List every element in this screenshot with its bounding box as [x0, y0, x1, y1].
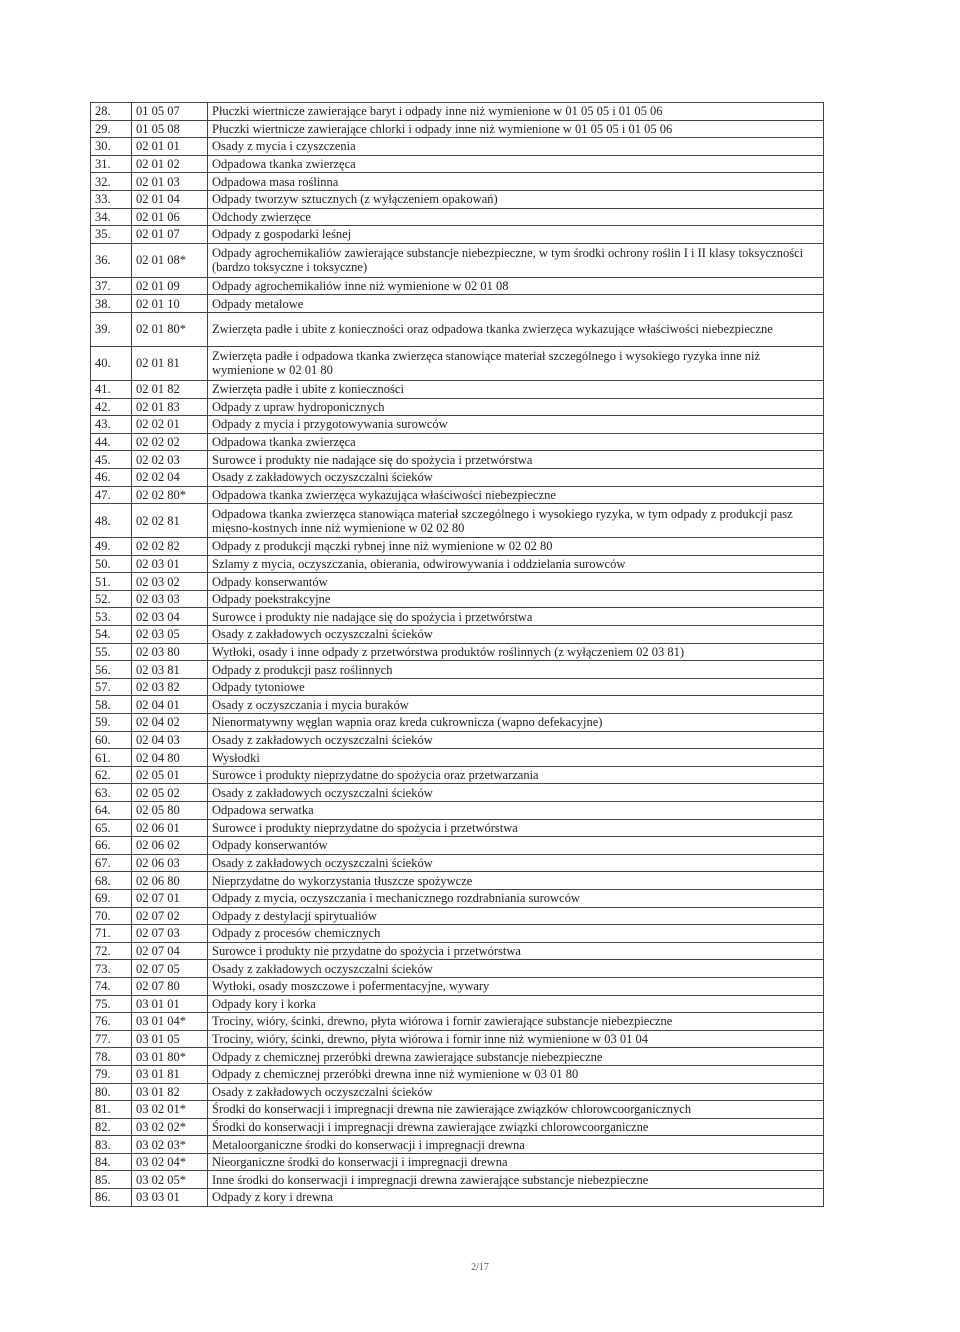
- table-row: [91, 277, 824, 295]
- table-row: [91, 678, 824, 696]
- waste-description: Płuczki wiertnicze zawierające chlorki i odpady inne niż wymienione w 01 05 05 i 01 05 06: [208, 120, 824, 138]
- table-row: [91, 608, 824, 626]
- table-row: [91, 1030, 824, 1048]
- table-row: [91, 960, 824, 978]
- waste-description: Odpady z gospodarki leśnej: [208, 226, 824, 244]
- waste-code: 02 07 80: [132, 977, 208, 995]
- waste-description: Odpady z mycia i przygotowywania surowców: [208, 416, 824, 434]
- waste-description: Odpady poekstrakcyjne: [208, 590, 824, 608]
- waste-description: Trociny, wióry, ścinki, drewno, płyta wiórowa i fornir zawierające substancje niebezpieczne: [208, 1013, 824, 1031]
- table-row: [91, 854, 824, 872]
- row-number: 40.: [91, 346, 132, 380]
- waste-code: 03 02 05*: [132, 1171, 208, 1189]
- row-number: 79.: [91, 1065, 132, 1083]
- table-row: [91, 295, 824, 313]
- waste-codes-table: [90, 102, 824, 1207]
- row-number: 86.: [91, 1189, 132, 1207]
- table-row: [91, 312, 824, 346]
- row-number: 41.: [91, 380, 132, 398]
- row-number: 34.: [91, 208, 132, 226]
- table-row: [91, 346, 824, 380]
- waste-description: Odpady z produkcji pasz roślinnych: [208, 661, 824, 679]
- table-row: [91, 590, 824, 608]
- row-number: 44.: [91, 433, 132, 451]
- waste-code: 02 04 01: [132, 696, 208, 714]
- waste-description: Zwierzęta padłe i odpadowa tkanka zwierzęca stanowiące materiał szczególnego i wysokiego ryzyka inne niż wymienione w 02 01 80: [208, 346, 824, 380]
- waste-description: Odpady z destylacji spirytualiów: [208, 907, 824, 925]
- waste-code: 02 06 01: [132, 819, 208, 837]
- row-number: 46.: [91, 468, 132, 486]
- row-number: 31.: [91, 155, 132, 173]
- table-row: [91, 1101, 824, 1119]
- waste-code: 02 07 04: [132, 942, 208, 960]
- waste-code: 03 01 05: [132, 1030, 208, 1048]
- waste-description: Surowce i produkty nie nadające się do spożycia i przetwórstwa: [208, 451, 824, 469]
- table-row: [91, 555, 824, 573]
- table-row: [91, 173, 824, 191]
- table-row: [91, 749, 824, 767]
- waste-description: Odpady z chemicznej przeróbki drewna zawierające substancje niebezpieczne: [208, 1048, 824, 1066]
- row-number: 82.: [91, 1118, 132, 1136]
- waste-code: 02 07 05: [132, 960, 208, 978]
- waste-code: 02 03 01: [132, 555, 208, 573]
- waste-description: Zwierzęta padłe i ubite z konieczności oraz odpadowa tkanka zwierzęca wykazujące właściwości niebezpieczne: [208, 312, 824, 346]
- table-row: [91, 190, 824, 208]
- waste-code: 02 07 03: [132, 925, 208, 943]
- waste-code: 02 03 80: [132, 643, 208, 661]
- table-row: [91, 995, 824, 1013]
- row-number: 78.: [91, 1048, 132, 1066]
- table-row: [91, 977, 824, 995]
- row-number: 85.: [91, 1171, 132, 1189]
- waste-code: 02 02 82: [132, 538, 208, 556]
- row-number: 36.: [91, 243, 132, 277]
- table-row: [91, 626, 824, 644]
- waste-code: 02 02 80*: [132, 486, 208, 504]
- table-row: [91, 1048, 824, 1066]
- table-row: [91, 468, 824, 486]
- row-number: 56.: [91, 661, 132, 679]
- waste-code: 02 01 09: [132, 277, 208, 295]
- waste-description: Odchody zwierzęce: [208, 208, 824, 226]
- table-row: [91, 504, 824, 538]
- row-number: 71.: [91, 925, 132, 943]
- table-row: [91, 208, 824, 226]
- page-number: 2/17: [471, 1262, 489, 1273]
- waste-code: 02 01 81: [132, 346, 208, 380]
- row-number: 35.: [91, 226, 132, 244]
- waste-code: 02 03 82: [132, 678, 208, 696]
- waste-code: 02 04 02: [132, 714, 208, 732]
- row-number: 55.: [91, 643, 132, 661]
- waste-code: 02 01 80*: [132, 312, 208, 346]
- waste-description: Surowce i produkty nieprzydatne do spożycia oraz przetwarzania: [208, 766, 824, 784]
- waste-code: 02 06 03: [132, 854, 208, 872]
- row-number: 30.: [91, 138, 132, 156]
- row-number: 43.: [91, 416, 132, 434]
- row-number: 58.: [91, 696, 132, 714]
- row-number: 81.: [91, 1101, 132, 1119]
- row-number: 73.: [91, 960, 132, 978]
- table-row: [91, 1189, 824, 1207]
- row-number: 28.: [91, 103, 132, 121]
- waste-description: Inne środki do konserwacji i impregnacji drewna zawierające substancje niebezpieczne: [208, 1171, 824, 1189]
- waste-description: Zwierzęta padłe i ubite z konieczności: [208, 380, 824, 398]
- table-row: [91, 451, 824, 469]
- waste-description: Odpady metalowe: [208, 295, 824, 313]
- row-number: 64.: [91, 802, 132, 820]
- row-number: 57.: [91, 678, 132, 696]
- table-row: [91, 1083, 824, 1101]
- row-number: 84.: [91, 1153, 132, 1171]
- waste-code: 02 06 02: [132, 837, 208, 855]
- waste-description: Odpadowa tkanka zwierzęca stanowiąca materiał szczególnego i wysokiego ryzyka, w tym odpady z produkcji pasz mięsno-kostnych inne niż wymienione w 02 02 80: [208, 504, 824, 538]
- row-number: 76.: [91, 1013, 132, 1031]
- waste-code: 03 02 02*: [132, 1118, 208, 1136]
- row-number: 42.: [91, 398, 132, 416]
- table-row: [91, 120, 824, 138]
- waste-description: Odpadowa tkanka zwierzęca: [208, 155, 824, 173]
- row-number: 62.: [91, 766, 132, 784]
- row-number: 29.: [91, 120, 132, 138]
- waste-description: Osady z mycia i czyszczenia: [208, 138, 824, 156]
- table-row: [91, 1136, 824, 1154]
- waste-description: Środki do konserwacji i impregnacji drewna zawierające związki chlorowcoorganiczne: [208, 1118, 824, 1136]
- row-number: 38.: [91, 295, 132, 313]
- row-number: 53.: [91, 608, 132, 626]
- waste-description: Surowce i produkty nie przydatne do spożycia i przetwórstwa: [208, 942, 824, 960]
- table-row: [91, 226, 824, 244]
- waste-description: Odpady z mycia, oczyszczania i mechanicznego rozdrabniania surowców: [208, 889, 824, 907]
- waste-description: Odpady konserwantów: [208, 837, 824, 855]
- waste-code: 02 01 07: [132, 226, 208, 244]
- table-row: [91, 942, 824, 960]
- waste-code: 03 01 80*: [132, 1048, 208, 1066]
- waste-description: Odpady tworzyw sztucznych (z wyłączeniem opakowań): [208, 190, 824, 208]
- waste-description: Odpadowa serwatka: [208, 802, 824, 820]
- waste-code: 02 05 01: [132, 766, 208, 784]
- table-row: [91, 1171, 824, 1189]
- table-row: [91, 380, 824, 398]
- row-number: 59.: [91, 714, 132, 732]
- waste-code: 02 01 10: [132, 295, 208, 313]
- table-row: [91, 573, 824, 591]
- waste-code: 02 02 81: [132, 504, 208, 538]
- row-number: 52.: [91, 590, 132, 608]
- waste-code: 02 02 04: [132, 468, 208, 486]
- table-row: [91, 433, 824, 451]
- waste-description: Surowce i produkty nieprzydatne do spożycia i przetwórstwa: [208, 819, 824, 837]
- waste-description: Odpady agrochemikaliów inne niż wymienione w 02 01 08: [208, 277, 824, 295]
- waste-description: Wytłoki, osady moszczowe i pofermentacyjne, wywary: [208, 977, 824, 995]
- waste-description: Osady z zakładowych oczyszczalni ścieków: [208, 960, 824, 978]
- waste-code: 02 01 06: [132, 208, 208, 226]
- waste-code: 02 05 80: [132, 802, 208, 820]
- waste-description: Metaloorganiczne środki do konserwacji i impregnacji drewna: [208, 1136, 824, 1154]
- waste-code: 03 02 04*: [132, 1153, 208, 1171]
- table-row: [91, 837, 824, 855]
- waste-description: Szlamy z mycia, oczyszczania, obierania, odwirowywania i oddzielania surowców: [208, 555, 824, 573]
- row-number: 49.: [91, 538, 132, 556]
- waste-code: 02 01 04: [132, 190, 208, 208]
- waste-code: 02 03 05: [132, 626, 208, 644]
- row-number: 39.: [91, 312, 132, 346]
- table-row: [91, 819, 824, 837]
- table-row: [91, 802, 824, 820]
- row-number: 47.: [91, 486, 132, 504]
- waste-description: Odpady konserwantów: [208, 573, 824, 591]
- row-number: 70.: [91, 907, 132, 925]
- waste-code: 02 02 03: [132, 451, 208, 469]
- waste-description: Płuczki wiertnicze zawierające baryt i odpady inne niż wymienione w 01 05 05 i 01 05 06: [208, 103, 824, 121]
- row-number: 48.: [91, 504, 132, 538]
- waste-code: 02 07 01: [132, 889, 208, 907]
- row-number: 54.: [91, 626, 132, 644]
- waste-code: 02 05 02: [132, 784, 208, 802]
- waste-code: 02 01 82: [132, 380, 208, 398]
- waste-description: Odpadowa tkanka zwierzęca wykazująca właściwości niebezpieczne: [208, 486, 824, 504]
- waste-description: Osady z oczyszczania i mycia buraków: [208, 696, 824, 714]
- row-number: 67.: [91, 854, 132, 872]
- table-row: [91, 661, 824, 679]
- waste-code: 03 01 81: [132, 1065, 208, 1083]
- waste-description: Nieorganiczne środki do konserwacji i impregnacji drewna: [208, 1153, 824, 1171]
- row-number: 37.: [91, 277, 132, 295]
- table-row: [91, 907, 824, 925]
- waste-code: 02 07 02: [132, 907, 208, 925]
- table-row: [91, 731, 824, 749]
- row-number: 63.: [91, 784, 132, 802]
- waste-description: Osady z zakładowych oczyszczalni ścieków: [208, 784, 824, 802]
- row-number: 65.: [91, 819, 132, 837]
- row-number: 60.: [91, 731, 132, 749]
- waste-code: 02 01 02: [132, 155, 208, 173]
- waste-description: Odpady tytoniowe: [208, 678, 824, 696]
- row-number: 68.: [91, 872, 132, 890]
- table-row: [91, 766, 824, 784]
- table-row: [91, 538, 824, 556]
- waste-code: 02 03 81: [132, 661, 208, 679]
- waste-description: Odpady z upraw hydroponicznych: [208, 398, 824, 416]
- waste-description: Odpady z produkcji mączki rybnej inne niż wymienione w 02 02 80: [208, 538, 824, 556]
- row-number: 33.: [91, 190, 132, 208]
- table-row: [91, 696, 824, 714]
- waste-description: Odpadowa masa roślinna: [208, 173, 824, 191]
- waste-code: 02 06 80: [132, 872, 208, 890]
- row-number: 45.: [91, 451, 132, 469]
- row-number: 61.: [91, 749, 132, 767]
- waste-code: 03 02 01*: [132, 1101, 208, 1119]
- waste-description: Nienormatywny węglan wapnia oraz kreda cukrownicza (wapno defekacyjne): [208, 714, 824, 732]
- table-row: [91, 243, 824, 277]
- waste-table-body: [91, 103, 824, 1207]
- row-number: 32.: [91, 173, 132, 191]
- waste-code: 01 05 08: [132, 120, 208, 138]
- waste-code: 01 05 07: [132, 103, 208, 121]
- waste-description: Osady z zakładowych oczyszczalni ścieków: [208, 1083, 824, 1101]
- waste-description: Osady z zakładowych oczyszczalni ścieków: [208, 626, 824, 644]
- table-row: [91, 872, 824, 890]
- waste-description: Odpady agrochemikaliów zawierające substancje niebezpieczne, w tym środki ochrony roślin I i II klasy toksyczności (bardzo toksyczne i toksyczne): [208, 243, 824, 277]
- table-row: [91, 1153, 824, 1171]
- table-row: [91, 155, 824, 173]
- waste-description: Wysłodki: [208, 749, 824, 767]
- row-number: 80.: [91, 1083, 132, 1101]
- table-row: [91, 784, 824, 802]
- table-row: [91, 714, 824, 732]
- table-row: [91, 1065, 824, 1083]
- waste-code: 02 01 83: [132, 398, 208, 416]
- waste-code: 03 01 82: [132, 1083, 208, 1101]
- table-row: [91, 486, 824, 504]
- waste-description: Osady z zakładowych oczyszczalni ścieków: [208, 731, 824, 749]
- table-row: [91, 1118, 824, 1136]
- row-number: 69.: [91, 889, 132, 907]
- waste-description: Nieprzydatne do wykorzystania tłuszcze spożywcze: [208, 872, 824, 890]
- row-number: 66.: [91, 837, 132, 855]
- waste-description: Środki do konserwacji i impregnacji drewna nie zawierające związków chlorowcoorganicznych: [208, 1101, 824, 1119]
- table-row: [91, 138, 824, 156]
- waste-code: 02 04 80: [132, 749, 208, 767]
- row-number: 72.: [91, 942, 132, 960]
- waste-code: 02 03 03: [132, 590, 208, 608]
- waste-code: 02 01 01: [132, 138, 208, 156]
- waste-description: Odpady kory i korka: [208, 995, 824, 1013]
- row-number: 77.: [91, 1030, 132, 1048]
- waste-description: Odpady z procesów chemicznych: [208, 925, 824, 943]
- table-row: [91, 398, 824, 416]
- waste-description: Odpady z chemicznej przeróbki drewna inne niż wymienione w 03 01 80: [208, 1065, 824, 1083]
- waste-code: 03 03 01: [132, 1189, 208, 1207]
- row-number: 50.: [91, 555, 132, 573]
- waste-code: 02 03 02: [132, 573, 208, 591]
- waste-code: 02 01 03: [132, 173, 208, 191]
- table-row: [91, 889, 824, 907]
- waste-code: 03 01 01: [132, 995, 208, 1013]
- table-row: [91, 925, 824, 943]
- row-number: 83.: [91, 1136, 132, 1154]
- waste-description: Odpadowa tkanka zwierzęca: [208, 433, 824, 451]
- waste-description: Osady z zakładowych oczyszczalni ścieków: [208, 468, 824, 486]
- table-row: [91, 1013, 824, 1031]
- waste-description: Surowce i produkty nie nadające się do spożycia i przetwórstwa: [208, 608, 824, 626]
- row-number: 75.: [91, 995, 132, 1013]
- waste-code: 02 03 04: [132, 608, 208, 626]
- waste-code: 03 02 03*: [132, 1136, 208, 1154]
- waste-description: Osady z zakładowych oczyszczalni ścieków: [208, 854, 824, 872]
- row-number: 51.: [91, 573, 132, 591]
- table-row: [91, 416, 824, 434]
- waste-code: 02 02 02: [132, 433, 208, 451]
- table-row: [91, 643, 824, 661]
- waste-code: 02 01 08*: [132, 243, 208, 277]
- table-row: [91, 103, 824, 121]
- waste-code: 03 01 04*: [132, 1013, 208, 1031]
- row-number: 74.: [91, 977, 132, 995]
- waste-description: Wytłoki, osady i inne odpady z przetwórstwa produktów roślinnych (z wyłączeniem 02 03 81): [208, 643, 824, 661]
- waste-code: 02 04 03: [132, 731, 208, 749]
- waste-description: Odpady z kory i drewna: [208, 1189, 824, 1207]
- waste-code: 02 02 01: [132, 416, 208, 434]
- waste-description: Trociny, wióry, ścinki, drewno, płyta wiórowa i fornir inne niż wymienione w 03 01 04: [208, 1030, 824, 1048]
